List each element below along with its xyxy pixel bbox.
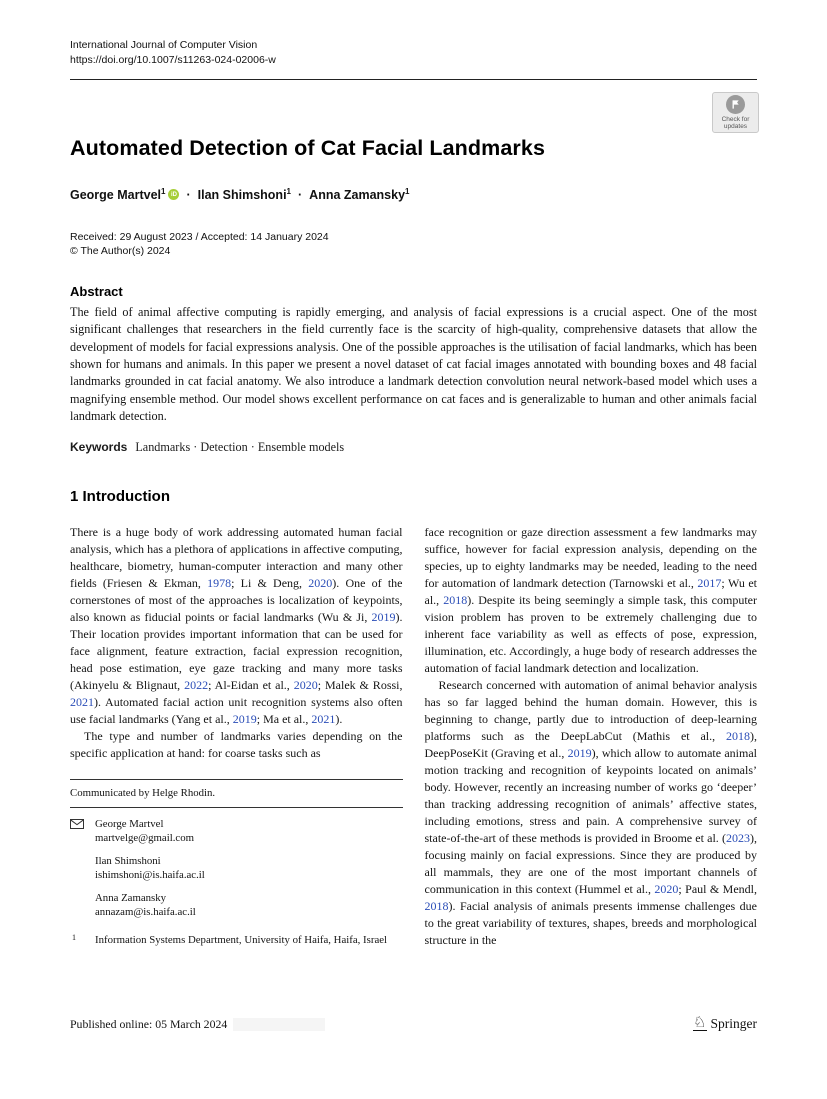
citation-link[interactable]: 2018: [443, 593, 468, 608]
copyright-line: © The Author(s) 2024: [70, 245, 171, 258]
text-segment: Research concerned with automation of animal behavior analysis has so far lagged behind the human domain. However, this is beginning to change, partly due to introduction of deep-learning platforms such as the DeepLabCut (Mathis et al.,: [424, 678, 757, 744]
citation-link[interactable]: 2019: [567, 746, 592, 761]
keywords-line: [70, 440, 757, 455]
intro-paragraph: [425, 677, 758, 949]
text-segment: ). One of the cornerstones of most of the approaches is localization of keypoints, also known as fiducial points or facial landmarks (Wu & Ji,: [70, 576, 403, 625]
contact-email[interactable]: ishimshoni@is.haifa.ac.il: [95, 869, 205, 882]
keywords-label: Keywords: [70, 440, 128, 455]
received-accepted-line: Received: 29 August 2023 / Accepted: 14 January 2024: [70, 231, 329, 244]
check-for-updates-badge[interactable]: [712, 92, 759, 133]
author-george-martvel: [70, 187, 165, 202]
citation-link[interactable]: 2023: [726, 831, 750, 846]
journal-header: [70, 38, 757, 68]
contact-name: Anna Zamansky: [95, 892, 167, 905]
author-name: Anna Zamansky: [309, 188, 406, 203]
citation-link[interactable]: 1978: [207, 576, 232, 591]
text-segment: ), focusing mainly on facial expressions. Since they are produced by all mammals, they are one of the most important channels of communication in this context (Hummel et al.,: [424, 831, 757, 897]
journal-name: International Journal of Computer Vision: [70, 39, 258, 51]
text-segment: ), which allow to automate animal motion tracking and recognition of keypoints located on animals’ body. However, recently an increasing number of works go ‘deeper’ than tracking addressing recognition of animals’ affective states, including emotions, stress and pain. A comprehensive survey of state-of-the-art of these methods is provided in Broome et al. (: [424, 746, 757, 846]
citation-link[interactable]: 2020: [293, 678, 318, 693]
author-separator: ·: [298, 187, 303, 202]
publisher-name: Springer: [710, 1016, 757, 1031]
citation-link[interactable]: 2018: [726, 729, 750, 744]
right-column: [425, 524, 758, 949]
citation-link[interactable]: 2019: [371, 610, 396, 625]
page-footer: [70, 1016, 757, 1032]
citation-link[interactable]: 2020: [308, 576, 333, 591]
citation-link[interactable]: 2022: [184, 678, 209, 693]
footnote-rule: [70, 807, 403, 808]
published-online-line: [70, 1017, 325, 1032]
check-for-updates-label: Check for updates: [721, 115, 750, 130]
citation-link[interactable]: 2019: [232, 712, 257, 727]
contact-name: Ilan Shimshoni: [95, 855, 161, 868]
contact-ilan-shimshoni: [70, 854, 403, 882]
text-segment: ).: [335, 712, 343, 727]
author-name: George Martvel: [70, 188, 162, 203]
author-affiliation-mark: 1: [286, 187, 291, 196]
text-segment: ; Al-Eidan et al.,: [208, 678, 294, 693]
contact-name: George Martvel: [95, 818, 164, 831]
envelope-icon: [70, 819, 84, 833]
intro-paragraph: [425, 524, 758, 677]
text-segment: ). Despite its being seemingly a simple task, this computer vision problem has proven to be extremely challenging due to inherent face variability as well as effects of pose, expression, illumination, etc. Accordingly, a huge body of research addresses the automation of facial landmark detection and localization.: [424, 593, 757, 676]
springer-logo: [693, 1016, 757, 1032]
keywords-items: Landmarks · Detection · Ensemble models: [135, 440, 345, 455]
author-name: Ilan Shimshoni: [197, 188, 287, 203]
footnote-block: [70, 779, 403, 947]
text-segment: ; Li & Deng,: [231, 576, 309, 591]
contact-email[interactable]: martvelge@gmail.com: [95, 832, 194, 845]
section-heading-introduction: 1 Introduction: [70, 488, 170, 506]
citation-link[interactable]: 2021: [70, 695, 94, 710]
article-doi-link[interactable]: https://doi.org/10.1007/s11263-024-02006-w: [70, 54, 276, 66]
text-segment: ; Malek & Rossi,: [317, 678, 403, 693]
abstract-heading: Abstract: [70, 284, 123, 300]
abstract-text: The field of animal affective computing is rapidly emerging, and analysis of facial expressions is a crucial aspect. One of the most significant challenges that researchers in the field currently face is the scarcity of high-quality, comprehensive datasets that allow the development of models for facial expressions analysis. One of the possible approaches is the utilisation of facial landmarks, which has been shown for humans and animals. In this paper we present a novel dataset of cat facial images annotated with bounding boxes and 48 facial landmarks grounded in cat facial anatomy. We also introduce a landmark detection convolution neural network-based model which uses a magnifying ensemble method. Our model shows excellent performance on cat faces and is generalizable to human and other animals facial landmark detection.: [70, 305, 757, 423]
scan-artifact-box: [233, 1018, 325, 1031]
text-segment: There is a huge body of work addressing automated human facial analysis, which has a plethora of applications in affective computing, healthcare, biometry, human-computer interaction and many other fields (Friesen & Ekman,: [70, 525, 403, 591]
header-rule: [70, 79, 757, 80]
text-segment: ; Paul & Mendl,: [678, 882, 757, 897]
citation-link[interactable]: 2020: [654, 882, 679, 897]
contact-anna-zamansky: [70, 891, 403, 919]
citation-link[interactable]: 2017: [697, 576, 722, 591]
contact-george-martvel: [70, 817, 403, 845]
text-segment: ). Their location provides important information that can be used for face alignment, feature extraction, facial expression recognition, head pose estimation, eye gaze tracking and many more tasks (Akinyelu & Blignaut,: [70, 610, 403, 693]
author-line: [70, 187, 757, 202]
text-segment: ; Ma et al.,: [256, 712, 312, 727]
springer-horse-icon: ♘: [693, 1015, 707, 1031]
article-title: Automated Detection of Cat Facial Landmarks: [70, 136, 546, 160]
intro-paragraph: [70, 728, 403, 762]
orcid-icon[interactable]: iD: [168, 189, 179, 200]
intro-paragraph: [70, 524, 403, 728]
contact-email[interactable]: annazam@is.haifa.ac.il: [95, 906, 196, 919]
text-segment: ). Automated facial action unit recognition systems also often use facial landmarks (Yang et al.,: [70, 695, 403, 727]
contact-list: [70, 817, 403, 919]
affiliation-text: Information Systems Department, University of Haifa, Haifa, Israel: [95, 934, 388, 947]
text-segment: ). Facial analysis of animals presents immense challenges due to the great variability of textures, shapes, breeds and morphological structure in the: [424, 899, 757, 948]
published-online-text: Published online: 05 March 2024: [70, 1016, 228, 1031]
text-segment: ; Wu et al.,: [424, 576, 758, 608]
crossmark-flag-icon: [726, 95, 745, 114]
text-segment: face recognition or gaze direction assessment a few landmarks may suffice, however for facial expression analysis, depending on the species, up to eighty landmarks may be needed, leading to the need for automation of landmark detection (Tarnowski et al.,: [424, 525, 757, 591]
dates-block: [70, 230, 757, 258]
citation-link[interactable]: 2021: [311, 712, 336, 727]
two-column-body: [70, 524, 757, 949]
text-segment: The type and number of landmarks varies depending on the specific application at hand: for coarse tasks such as: [70, 729, 403, 761]
author-anna-zamansky: [309, 187, 409, 202]
author-affiliation-mark: 1: [161, 187, 166, 196]
left-column: [70, 524, 403, 949]
author-ilan-shimshoni: [198, 187, 291, 202]
footnote-rule: [70, 779, 403, 780]
author-separator: ·: [186, 187, 191, 202]
citation-link[interactable]: 2018: [424, 899, 449, 914]
text-segment: ), DeepPoseKit (Graving et al.,: [424, 729, 757, 761]
communicated-by-line: Communicated by Helge Rhodin.: [70, 787, 216, 800]
affiliation-line: [70, 933, 403, 947]
affiliation-marker: 1: [72, 933, 76, 943]
author-affiliation-mark: 1: [405, 187, 410, 196]
